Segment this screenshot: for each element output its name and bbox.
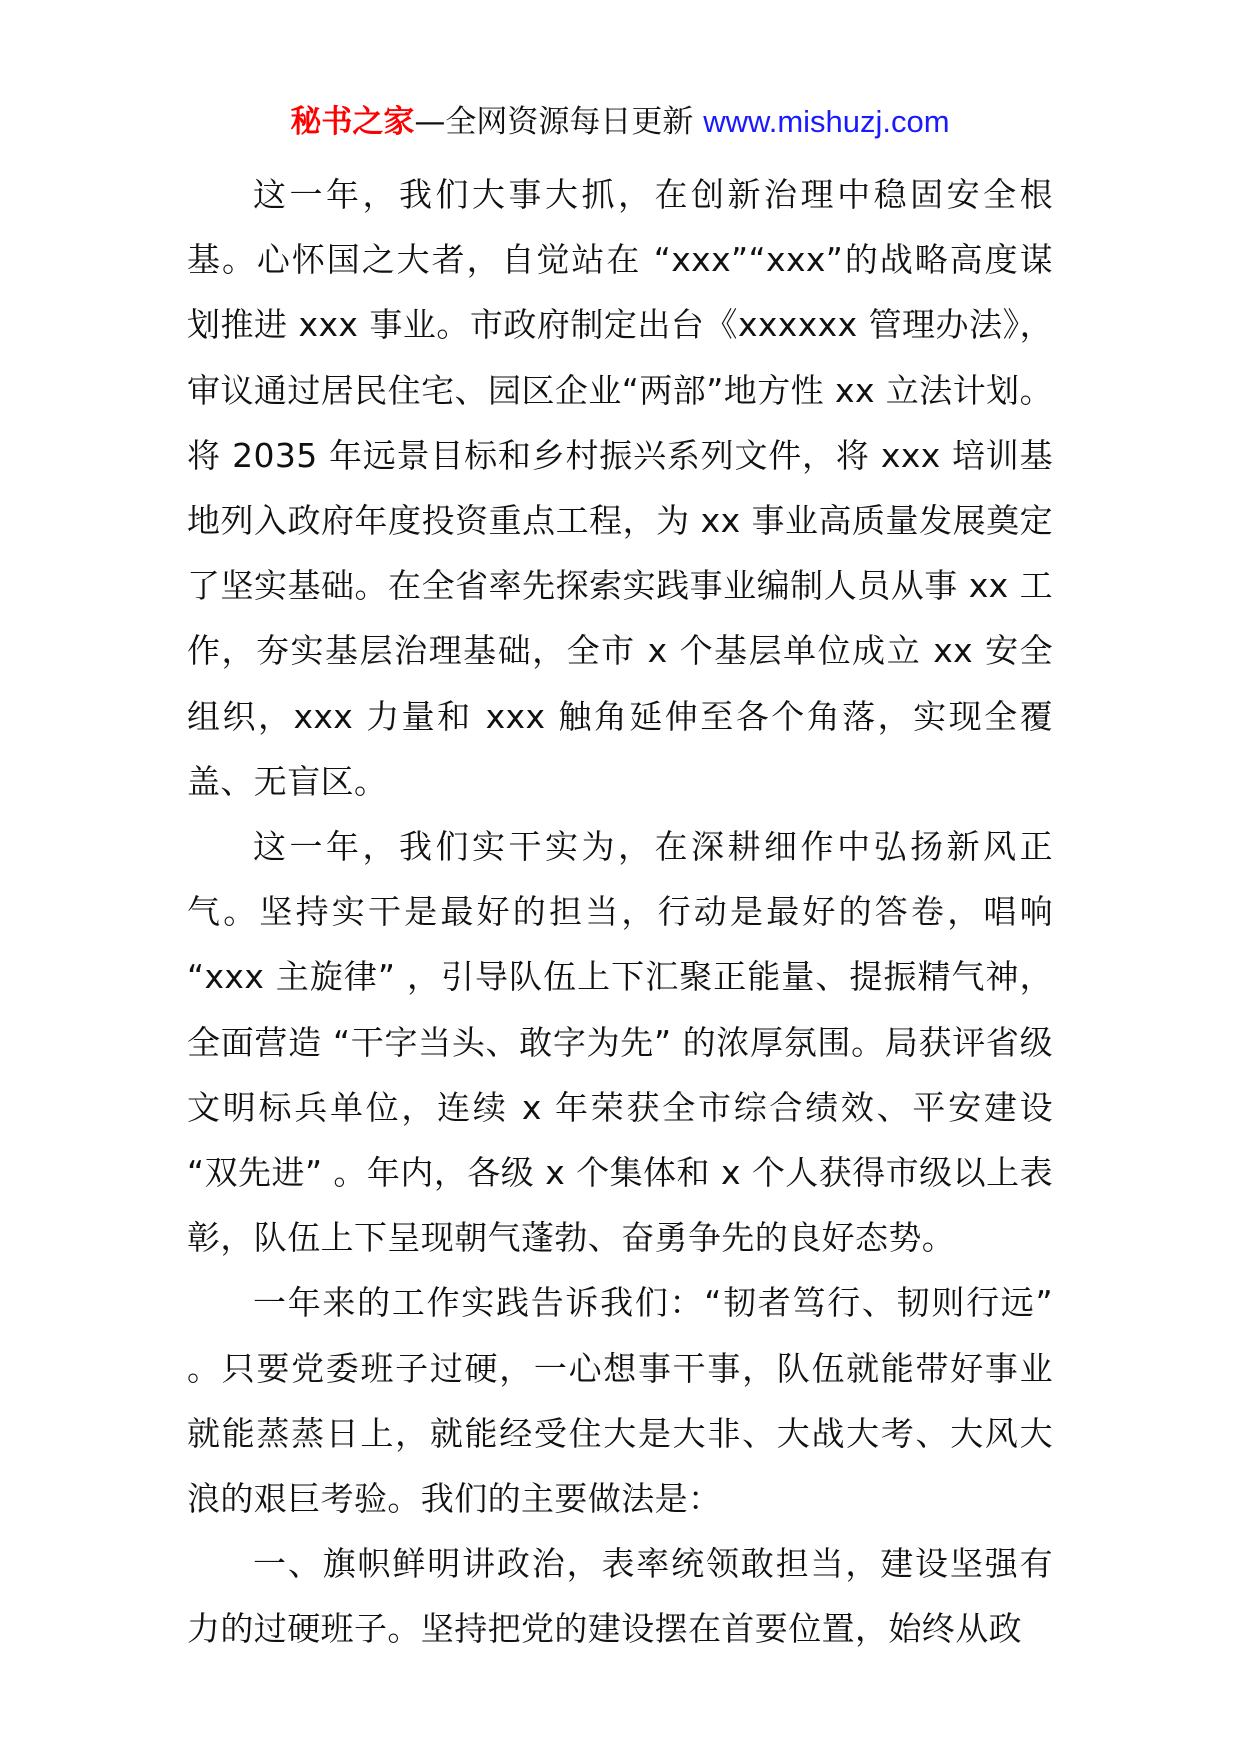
watermark-header (0, 100, 1240, 144)
paragraph-4: 一、旗帜鲜明讲政治，表率统领敢担当，建设坚强有力的过硬班子。坚持把党的建设摆在首要位置，始终从政 (187, 1544, 1053, 1649)
paragraph-2: 这一年，我们实干实为，在深耕细作中弘扬新风正气。坚持实干是最好的担当，行动是最好的答卷，唱响 “xxx 主旋律” ，引导队伍上下汇聚正能量、提振精气神，全面营造 “干字当头、敢字为先” 的浓厚氛围。局获评省级文明标兵单位，连续 x 年荣获全市综合绩效、平安建设 “双先进” 。年内，各级 x 个集体和 x 个人获得市级以上表彰，队伍上下呈现朝气蓬勃、奋勇争先的良好态势。 (187, 827, 1053, 1258)
document-body (187, 162, 1053, 1662)
brand-name: 秘书之家 (290, 104, 415, 140)
paragraph-3: 一年来的工作实践告诉我们：“韧者笃行、韧则行远” 。只要党委班子过硬，一心想事干事，队伍就能带好事业就能蒸蒸日上，就能经受住大是大非、大战大考、大风大浪的艰巨考验。我们的主要做法是： (187, 1283, 1053, 1519)
site-url-link[interactable]: www.mishuzj.com (703, 104, 950, 139)
header-tagline: —全网资源每日更新 (414, 104, 694, 140)
paragraph-1: 这一年，我们大事大抓，在创新治理中稳固安全根基。心怀国之大者，自觉站在 “xxx”“xxx”的战略高度谋划推进 xxx 事业。市政府制定出台《xxxxxx 管理办法》，审议通过居民住宅、园区企业“两部”地方性 xx 立法计划。将 2035 年远景目标和乡村振兴系列文件，将 xxx 培训基地列入政府年度投资重点工程，为 xx 事业高质量发展奠定了坚实基础。在全省率先探索实践事业编制人员从事 xx 工作，夯实基层治理基础，全市 x 个基层单位成立 xx 安全组织，xxx 力量和 xxx 触角延伸至各个角落，实现全覆盖、无盲区。 (187, 175, 1053, 801)
